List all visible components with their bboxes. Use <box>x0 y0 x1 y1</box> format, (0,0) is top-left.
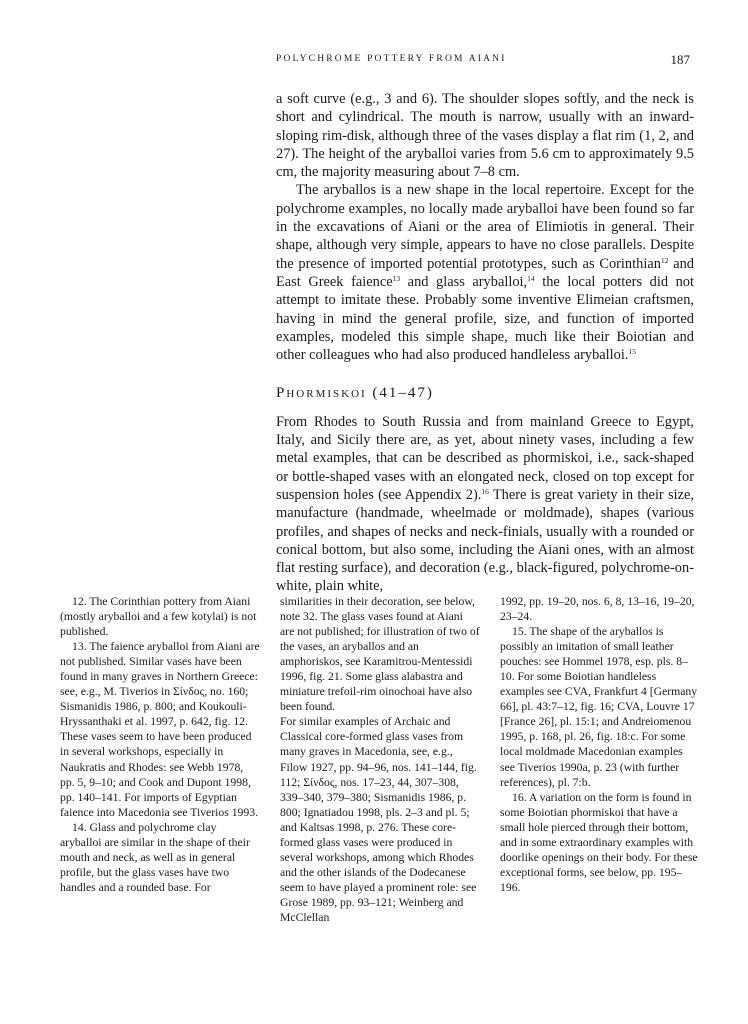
paragraph-2-part-d: the local potters did not attempt to imitate these. Probably some inventive Elimeian craftsmen, having in mind the general profile, size, and function of imported examples, modeled this simple shape, much like their Boiotian and other colleagues who had also produced handleless aryballoi. <box>276 273 694 364</box>
footnote-column-2 <box>280 594 480 925</box>
paragraph-2 <box>276 181 694 364</box>
page-number: 187 <box>670 52 690 67</box>
paragraph-2-part-a: The aryballos is a new shape in the local repertoire. Except for the polychrome examples, no locally made aryballoi have been found so far in the excavations of Aiani or the area of Elimiotis in general. Their shape, although very simple, appears to have no close parallels. Despite the presence of imported potential prototypes, such as Corinthian <box>276 182 694 272</box>
running-head: POLYCHROME POTTERY FROM AIANI <box>276 54 507 64</box>
footnote-14-end: 1992, pp. 19–20, nos. 6, 8, 13–16, 19–20, 23–24. <box>500 595 695 624</box>
paragraph-3 <box>276 413 694 596</box>
footnote-15: 15. The shape of the aryballos is possibly an imitation of small leather pouches: see Hommel 1978, esp. pls. 8–10. For some Boiotian handleless examples see CVA, Frankfurt 4 [Germany 66], pl. 43:7–12, fig. 16; CVA, Louvre 17 [France 26], pl. 15:1; and Andreiomenou 1995, p. 168, pl. 26, fig. 18:c. For some local moldmade Macedonian examples see Tiverios 1990a, p. 23 (with further references), pl. 7:b. <box>500 625 698 789</box>
page-header <box>276 54 696 70</box>
section-heading: Phormiskoi (41–47) <box>276 385 434 402</box>
footnote-ref-12[interactable]: 12 <box>660 255 669 265</box>
footnote-ref-16[interactable]: 16 <box>481 486 489 496</box>
footnote-12: 12. The Corinthian pottery from Aiani (mostly aryballoi and a few kotylai) is not published. <box>60 595 257 639</box>
paragraph-1: a soft curve (e.g., 3 and 6). The shoulder slopes softly, and the neck is short and cylindrical. The mouth is narrow, usually with an inward-sloping rim-disk, although three of the vases display a flat rim (1, 2, and 27). The height of the aryballoi varies from 5.6 cm to approximately 9.5 cm, the majority measuring about 7–8 cm. <box>276 91 694 181</box>
footnote-ref-13[interactable]: 13 <box>392 273 401 283</box>
paragraph-2-part-b: and East Greek faience <box>276 255 694 290</box>
footnote-16: 16. A variation on the form is found in some Boiotian phormiskoi that have a small hole pierced through their bottom, and in some extraordinary examples with doorlike openings on their body. For these exceptional forms, see below, pp. 195–196. <box>500 790 698 894</box>
footnote-13: 13. The faience aryballoi from Aiani are not published. Similar vases have been found in many graves in Northern Greece: see, e.g., M. Tiverios in Σίνδος, no. 160; Sismanidis 1986, p. 800; and Koukouli-Hryssanthaki et al. 1997, p. 642, fig. 12. These vases seem to have been produced in several workshops, especially in Naukratis and Rhodes: see Webb 1978, pp. 5, 9–10; and Cook and Dupont 1998, pp. 140–141. For imports of Egyptian faience into Macedonia see Tiverios 1993. <box>60 640 260 819</box>
footnote-14: 14. Glass and polychrome clay aryballoi are similar in the shape of their mouth and neck, as well as in general profile, but the glass vases have two handles and a rounded base. For <box>60 820 250 894</box>
footnote-column-3 <box>500 594 700 925</box>
paragraph-3-part-b: There is great variety in their size, manufacture (handmade, wheelmade or moldmade), shapes (various profiles, and shapes of necks and neck-finials, usually with a rounded or conical bottom, but also some, including the Aiani ones, with an almost flat resting surface), and decoration (e.g., black-figured, polychrome-on-white, plain white, <box>276 486 694 595</box>
footnote-14-continued-2: For similar examples of Archaic and Classical core-formed glass vases from many graves in Macedonia, see, e.g., Filow 1927, pp. 94–96, nos. 141–144, fig. 112; Σίνδος, nos. 17–23, 44, 307–308, 339–340, 379–380; Sismanidis 1986, p. 800; Ignatiadou 1998, pls. 2–3 and pl. 5; and Kaltsas 1998, p. 276. These core-formed glass vases were produced in several workshops, among which Rhodes and the other islands of the Dodecanese seem to have played a prominent role: see Grose 1989, pp. 93–121; Weinberg and McClellan <box>280 715 477 924</box>
paragraph-2-part-c: and glass aryballoi, <box>400 273 528 290</box>
main-text <box>276 90 694 596</box>
footnote-ref-15[interactable]: 15 <box>628 347 636 357</box>
footnote-column-1 <box>60 594 260 925</box>
footnote-ref-14[interactable]: 14 <box>527 273 535 283</box>
footnote-14-continued: similarities in their decoration, see below, note 32. The glass vases found at Aiani are not published; for illustration of two of the vases, an aryballos and an amphoriskos, see Karamitrou-Mentessidi 1996, fig. 21. Some glass alabastra and miniature trefoil-rim oinochoai have also been found. <box>280 595 480 714</box>
footnotes <box>60 594 700 925</box>
paragraph-3-part-a: From Rhodes to South Russia and from mainland Greece to Egypt, Italy, and Sicily there are, as yet, about ninety vases, including a few metal examples, that can be described as phormiskoi, i.e., sack-shaped or bottle-shaped vases with an elongated neck, closed on top except for suspension holes (see Appendix 2). <box>276 413 694 503</box>
